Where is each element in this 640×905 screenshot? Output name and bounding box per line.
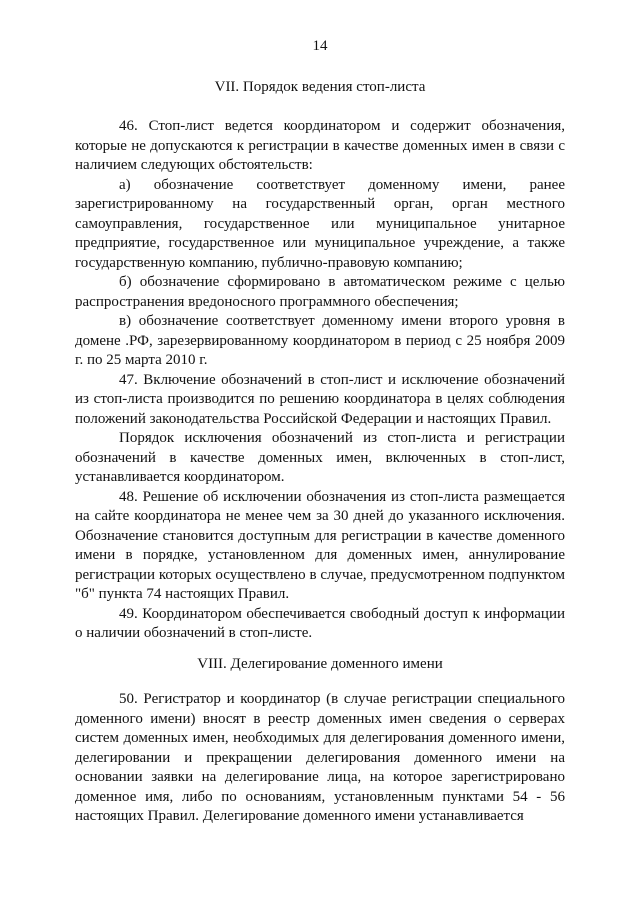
section-viii-body: [75, 690, 565, 827]
page-number: 14: [312, 38, 328, 54]
paragraph-46-b: б) обозначение сформировано в автоматическом режиме с целью распространения вредоносного программного обеспечения;: [75, 274, 565, 310]
section-heading-vii: VII. Порядок ведения стоп-листа: [214, 79, 426, 95]
paragraph-47: 47. Включение обозначений в стоп-лист и исключение обозначений из стоп-листа производится по решению координатора в целях соблюдения положений законодательства Российской Федерации и настоящих Правил.: [75, 371, 565, 427]
paragraph-46-a: а) обозначение соответствует доменному имени, ранее зарегистрированному на государственный орган, орган местного самоуправления, государственное или муниципальное унитарное предприятие, государственное или муниципальное учреждение, а также государственную компанию, публично-правовую компанию;: [75, 176, 565, 271]
paragraph-46-v: в) обозначение соответствует доменному имени второго уровня в домене .РФ, зарезервированному координатором в период с 25 ноября 2009 г. по 25 марта 2010 г.: [75, 313, 565, 368]
section-vii-body: [75, 117, 565, 644]
paragraph-47-order: Порядок исключения обозначений из стоп-листа и регистрации обозначений в качестве доменных имен, включенных в стоп-лист, устанавливается координатором.: [75, 430, 565, 485]
paragraph-48: 48. Решение об исключении обозначения из стоп-листа размещается на сайте координатора не менее чем за 30 дней до указанного исключения. Обозначение становится доступным для регистрации в качестве доменного имени в порядке, установленном для доменных имен, аннулирование регистрации которых осуществлено в случае, предусмотренном подпунктом "б" пункта 74 настоящих Правил.: [75, 488, 565, 602]
paragraph-46: 46. Стоп-лист ведется координатором и содержит обозначения, которые не допускаются к регистрации в качестве доменных имен в связи с наличием следующих обстоятельств:: [75, 118, 565, 173]
paragraph-49: 49. Координатором обеспечивается свободный доступ к информации о наличии обозначений в стоп-листе.: [75, 605, 565, 641]
paragraph-50: 50. Регистратор и координатор (в случае регистрации специального доменного имени) вносят в реестр доменных имен сведения о серверах систем доменных имен, необходимых для делегирования доменного имени, делегировании и прекращении делегирования доменного имени на основании заявки на делегирование лица, на которое зарегистрировано доменное имя, либо по основаниям, установленным пунктами 54 - 56 настоящих Правил. Делегирование доменного имени устанавливается: [75, 691, 565, 824]
section-heading-viii: VIII. Делегирование доменного имени: [197, 656, 443, 672]
